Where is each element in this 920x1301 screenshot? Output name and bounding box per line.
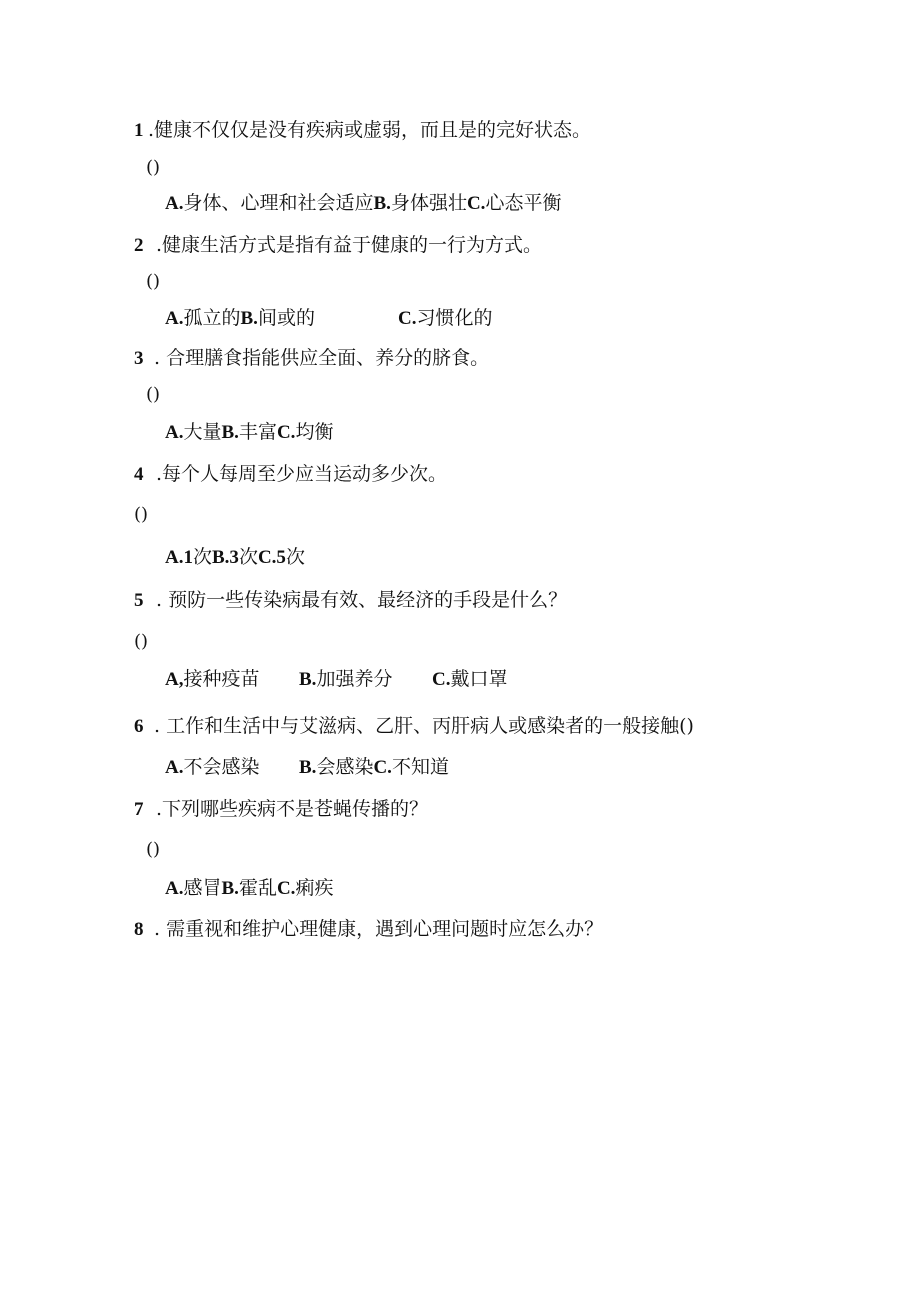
answer-paren: () [146,157,161,178]
option-a: A,接种疫苗 [165,668,260,690]
option-b: B.间或的 [240,307,315,329]
question-3 [134,346,489,371]
option-a: A.不会感染 [165,756,260,778]
option-b: B.3次 [212,546,258,568]
question-8 [134,917,603,942]
option-a: A.大量 [165,421,222,443]
question-number: 6 [134,716,144,737]
options-row [165,545,305,570]
option-b: B.身体强壮 [373,192,467,214]
options-row-bc [299,755,449,780]
question-stem: . 需重视和维护心理健康，遇到心理问题时应怎么办？ [154,918,604,940]
options-row [165,420,333,445]
question-2 [134,233,542,258]
option-c: C.戴口罩 [432,668,508,690]
question-number: 1 [134,120,144,141]
option-b: B.丰富 [221,421,277,443]
option-b: B.会感染 [299,756,374,778]
question-stem: .健康生活方式是指有益于健康的一行为方式。 [156,234,543,256]
option-c: C.5次 [257,546,305,568]
answer-paren: () [134,504,149,525]
question-stem: . 合理膳食指能供应全面、养分的脐食。 [154,347,490,369]
question-5 [134,588,567,613]
option-c: C.心态平衡 [466,192,562,214]
question-1 [134,118,591,143]
option-a: A.身体、心理和社会适应 [165,192,374,214]
question-7 [134,797,428,822]
question-stem: .健康不仅仅是没有疾病或虚弱，而且是的完好状态。 [148,119,592,141]
question-number: 3 [134,348,144,369]
option-c: C.不知道 [373,756,449,778]
option-a: A.孤立的 [165,307,241,329]
question-number: 4 [134,464,144,485]
answer-paren: () [134,631,149,652]
question-stem: . 工作和生活中与艾滋病、乙肝、丙肝病人或感染者的一般接触() [154,715,694,737]
option-c: C.痢疾 [276,877,334,899]
answer-paren: () [146,384,161,405]
answer-paren: () [146,839,161,860]
question-stem: . 预防一些传染病最有效、最经济的手段是什么？ [156,589,568,611]
options-row [165,876,333,901]
options-row [165,191,561,216]
option-c: C.习惯化的 [398,307,493,329]
question-number: 8 [134,919,144,940]
answer-paren: () [146,271,161,292]
question-6 [134,714,694,739]
option-b: B.霍乱 [221,877,277,899]
question-stem: .每个人每周至少应当运动多少次。 [156,463,448,485]
question-number: 5 [134,590,144,611]
question-4 [134,462,447,487]
option-b: B.加强养分 [299,668,393,690]
options-row [165,306,315,331]
question-stem: .下列哪些疾病不是苍蝇传播的？ [156,798,429,820]
question-number: 7 [134,799,144,820]
option-c: C.均衡 [276,421,334,443]
question-number: 2 [134,235,144,256]
option-a: A.1次 [165,546,212,568]
option-a: A.感冒 [165,877,222,899]
